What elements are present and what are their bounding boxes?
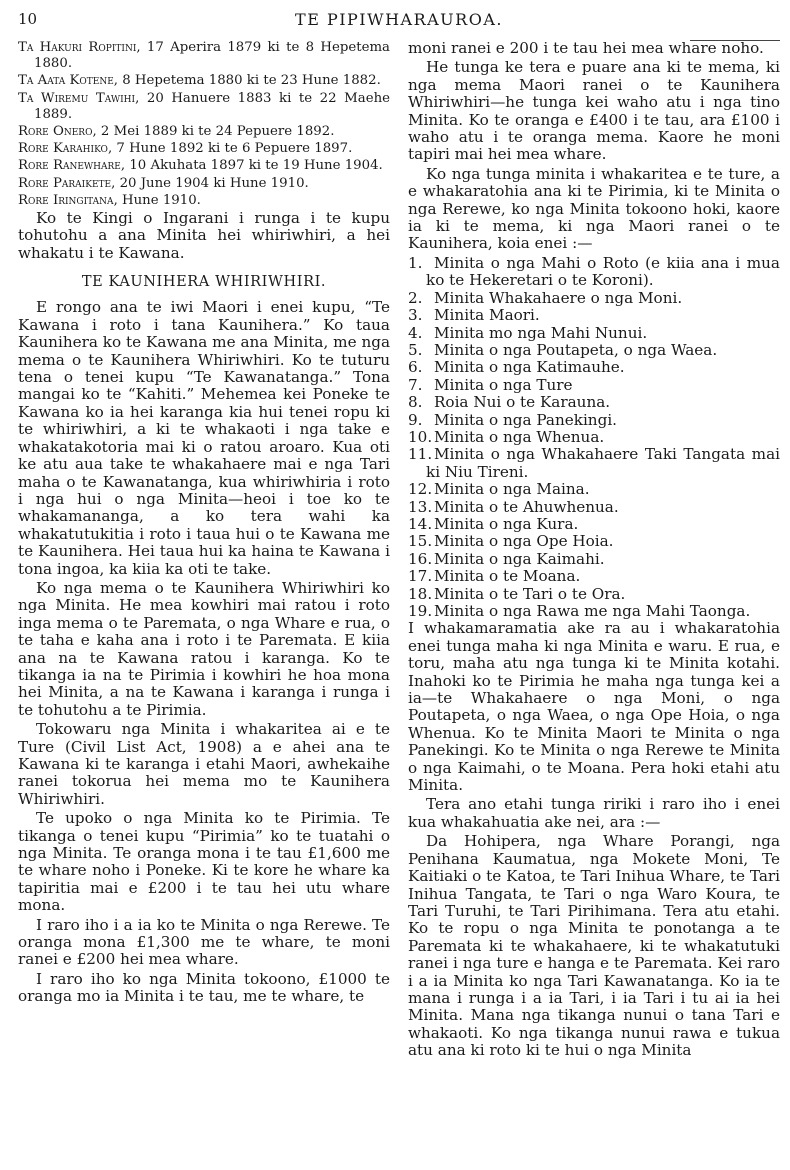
paragraph-continued: moni ranei e 200 i te tau hei mea whare noho. xyxy=(408,39,764,57)
list-item: 15. Minita o nga Ope Hoia. xyxy=(408,532,614,551)
tenure-entry: Rore Ranewhare, 10 Akuhata 1897 ki te 19 Hune 1904. xyxy=(18,158,383,174)
tenure-entry: Rore Karahiko, 7 Hune 1892 ki te 6 Pepuere 1897. xyxy=(18,141,353,157)
page-header xyxy=(18,8,780,34)
list-item: 13. Minita o te Ahuwhenua. xyxy=(408,497,619,516)
governor-tenure-list xyxy=(18,40,390,209)
left-column xyxy=(18,40,390,1008)
list-item: 16. Minita o nga Kaimahi. xyxy=(408,549,605,568)
list-item: 17. Minita o te Moana. xyxy=(408,567,581,586)
tenure-entry: Rore Iringitana, Hune 1910. xyxy=(18,192,201,208)
list-item: 10. Minita o nga Whenua. xyxy=(408,427,605,446)
paragraph: Da Hohipera, nga Whare Porangi, nga Penihana Kaumatua, nga Mokete Moni, Te Kaitiaki o te Katoa, te Tari Inihua Whare, te Tari Inihua Tangata, te Tari o nga Waro Koura, te Tari Turuhi, te Tari Pirihimana. Tera atu etahi. Ko te ropu o nga Minita te ponotanga a te Paremata ki te whakahaere, ki te whakatutuki ranei i nga ture e hanga e te Paremata. Kei raro i a ia Minita ko nga Tari Kawanatanga. Ko ia te mana i runga i a ia Tari, i ia Tari i tu ai ia hei Minita. Mana nga tikanga nunui o tana Tari e whakaoti. Ko nga tikanga nunui rawa e tukua atu ana ki roto ki te hui o nga Minita xyxy=(408,832,780,1060)
list-item: 4. Minita mo nga Mahi Nunui. xyxy=(408,323,648,342)
list-item: 5. Minita o nga Poutapeta, o nga Waea. xyxy=(408,340,718,359)
paragraph: Tera ano etahi tunga ririki i raro iho i enei kua whakahuatia ake nei, ara :— xyxy=(408,795,780,831)
paragraph: Ko nga tunga minita i whakaritea e te ture, a e whakaratohia ana ki te Pirimia, ki te Minita o nga Rerewe, ko nga Minita tokoono hoki, kaore ia ki te mema, ki nga Maori ranei o te Kaunihera, koia enei :— xyxy=(408,164,780,253)
list-item: 19. Minita o nga Rawa me nga Mahi Taonga. xyxy=(408,602,751,620)
list-item: 2. Minita Whakahaere o nga Moni. xyxy=(408,288,683,307)
tenure-entry: Ta Hakuri Ropitini, 17 Aperira 1879 ki te 8 Hepetema 1880. xyxy=(18,40,390,72)
section-heading: TE KAUNIHERA WHIRIWHIRI. xyxy=(81,274,327,291)
list-item: 8. Roia Nui o te Karauna. xyxy=(408,393,611,412)
running-title: TE PIPIWHARAUROA. xyxy=(295,10,503,29)
paragraph: I raro iho i a ia ko te Minita o nga Rerewe. Te oranga mona £1,300 me te whare, te moni ranei e £200 hei mea whare. xyxy=(18,915,390,969)
paragraph: I raro iho ko nga Minita tokoono, £1000 te oranga mo ia Minita i te tau, me te whare, te xyxy=(18,969,390,1006)
tenure-entry: Rore Onero, 2 Mei 1889 ki te 24 Pepuere 1892. xyxy=(18,124,335,140)
paragraph: He tunga ke tera e puare ana ki te mema, ki nga mema Maori ranei o te Kaunihera Whiriwhiri—he tunga kei waho atu i nga tino Minita. Ko te oranga e £400 i te tau, ara £100 i waho atu i te oranga mema. Kaore he moni tapiri mai hei mea whare. xyxy=(408,58,780,164)
list-item: 9. Minita o nga Panekingi. xyxy=(408,410,617,429)
list-item: 1. Minita o nga Mahi o Roto (e kiia ana i mua ko te Hekeretari o te Koroni). xyxy=(408,253,780,290)
paragraph: I whakamaramatia ake ra au i whakaratohia enei tunga maha ki nga Minita e waru. E rua, e toru, maha atu nga tunga ki te Minita kotahi. Inahoki ko te Pirimia he maha nga tunga kei a ia—te Whakahaere o nga Moni, o nga Poutapeta, o nga Waea, o nga Ope Hoia, o nga Whenua. Ko te Minita Maori te Minita o nga Panekingi. Ko te Minita o nga Rerewe te Minita o nga Kaimahi, o te Moana. Pera hoki etahi atu Minita. xyxy=(408,619,780,795)
page-number: 10 xyxy=(18,10,38,28)
paragraph: E rongo ana te iwi Maori i enei kupu, “Te Kawana i roto i tana Kaunihera.” Ko taua Kaunihera ko te Kawana me ana Minita, me nga mema o te Kaunihera Whiriwhiri. Ko te tuturu tena o tenei kupu “Te Kawanatanga.” Tona mangai ko te “Kahiti.” Mehemea kei Poneke te Kawana ko ia hei karanga kia hui tenei ropu ki te whiriwhiri, a ki te whakaoti i nga take e whakatakotoria mai ki o ratou aroaro. Kua oti ke atu aua take te whakahaere mai e nga Tari maha o te Kawanatanga, kua whiriwhiria i roto i nga hui o nga Minita—heoi i toe ko te whakamananga, a ko tera wahi ka whakatutukitia i roto i taua hui o te Kawana me te Kaunihera. Hei taua hui ka haina te Kawana i tona ingoa, ka kiia ka oti te take. xyxy=(18,298,390,578)
list-item: 6. Minita o nga Katimauhe. xyxy=(408,358,625,377)
paragraph: Te upoko o nga Minita ko te Pirimia. Te tikanga o tenei kupu “Pirimia” ko te tuatahi o nga Minita. Te oranga mona i te tau £1,600 me te whare noho i Poneke. Ki te kore he whare ka tapiritia mai e £200 i te tau hei utu whare mona. xyxy=(18,809,390,915)
list-item: 18. Minita o te Tari o te Ora. xyxy=(408,584,626,603)
list-item: 12. Minita o nga Maina. xyxy=(408,480,590,499)
paragraph: Ko nga mema o te Kaunihera Whiriwhiri ko nga Minita. He mea kowhiri mai ratou i roto inga mema o te Paremata, o nga Whare e rua, o te taha e kaha ana i roto i te Paremata. E kiia ana na te Kawana ratou i karanga. Ko te tikanga ia na te Pirimia i kowhiri he hoa mona hei Minita, a na te Kawana i karanga i runga i te tohutohu a te Pirimia. xyxy=(18,578,390,719)
right-column xyxy=(408,40,780,1062)
ministry-list xyxy=(408,255,780,621)
tenure-entry: Ta Aata Kotene, 8 Hepetema 1880 ki te 23 Hune 1882. xyxy=(18,73,381,89)
tenure-entry: Ta Wiremu Tawihi, 20 Hanuere 1883 ki te 22 Maehe 1889. xyxy=(18,90,391,122)
list-item: 7. Minita o nga Ture xyxy=(408,375,573,394)
paragraph: Tokowaru nga Minita i whakaritea ai e te Ture (Civil List Act, 1908) a e ahei ana te Kawana ki te karanga i etahi Maori, awhekaihe ranei tokorua hei mema mo te Kaunihera Whiriwhiri. xyxy=(18,720,390,808)
intro-paragraph: Ko te Kingi o Ingarani i runga i te kupu tohutohu a ana Minita hei whiriwhiri, a hei whakatu i te Kawana. xyxy=(18,209,390,262)
list-item: 3. Minita Maori. xyxy=(408,306,540,325)
list-item: 14. Minita o nga Kura. xyxy=(408,514,579,533)
tenure-entry: Rore Paraikete, 20 June 1904 ki Hune 1910. xyxy=(18,175,309,191)
list-item: 11. Minita o nga Whakahaere Taki Tangata mai ki Niu Tireni. xyxy=(408,445,780,481)
